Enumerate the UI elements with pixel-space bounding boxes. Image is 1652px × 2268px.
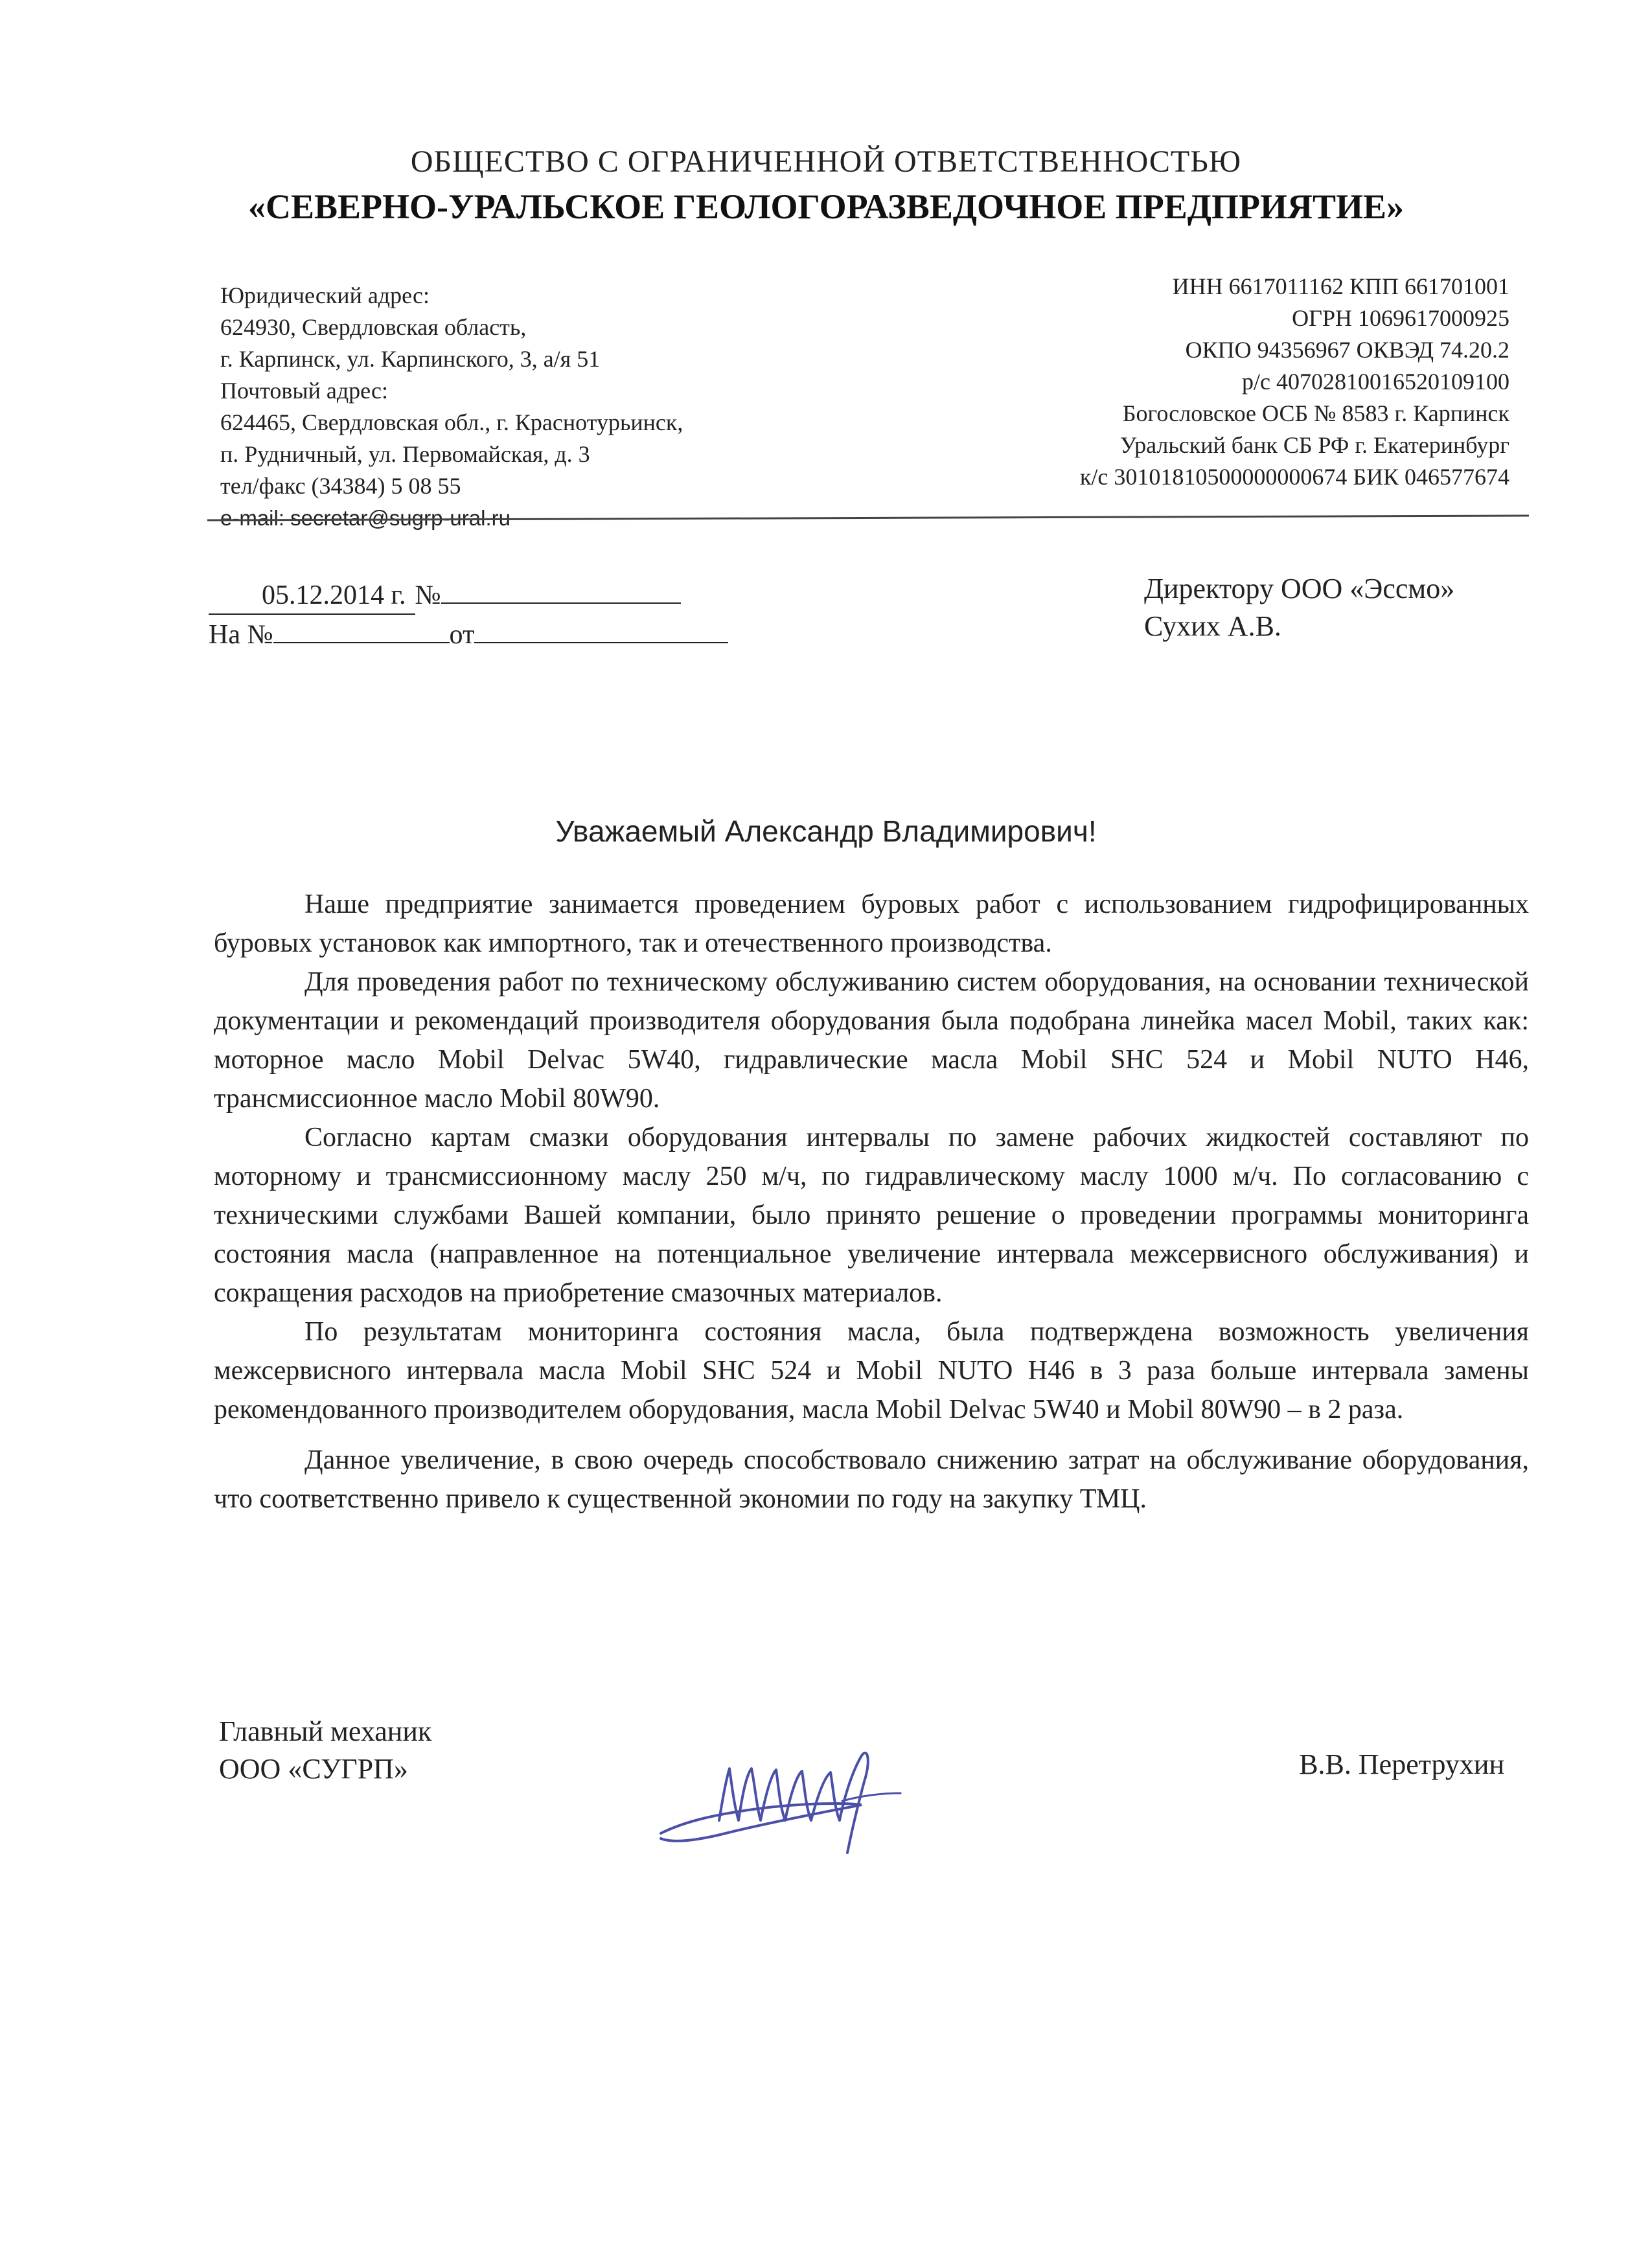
number-label: № [415,580,441,610]
requisite-line: ОКПО 94356967 ОКВЭД 74.20.2 [1185,337,1509,363]
phone-line: тел/факс (34384) 5 08 55 [220,473,461,499]
outgoing-date-row [209,575,728,615]
addressee-position: Директору ООО «Эссмо» [1144,573,1455,604]
signatory-name: В.В. Перетрухин [1299,1748,1504,1780]
requisite-line: Уральский банк СБ РФ г. Екатеринбург [1119,432,1509,458]
paragraph: Для проведения работ по техническому обслуживанию систем оборудования, на основании технической документации и рекомендаций производителя оборудования была подобрана линейка масел Mobil, таких как: моторное масло Mobil Delvac 5W40, гидравлические масла Mobil SHC 524 и Mobil NUTO H46, трансмиссионное масло Mobil 80W90. [214,967,1529,1114]
reply-label: На № [209,620,273,650]
letter-date: 05.12.2014 г. [209,577,415,615]
signatory-position [219,1713,431,1788]
addressee [1144,570,1454,645]
address-line: 624465, Свердловская обл., г. Краснотурьинск, [220,409,683,435]
org-name: «СЕВЕРНО-УРАЛЬСКОЕ ГЕОЛОГОРАЗВЕДОЧНОЕ ПРЕДПРИЯТИЕ» [247,187,1404,226]
paragraph: Согласно картам смазки оборудования интервалы по замене рабочих жидкостей составляют по моторному и трансмиссионному маслу 250 м/ч, по гидравлическому маслу 1000 м/ч. По согласованию с техническими службами Вашей компании, было принято решение о проведении программы мониторинга состояния масла (направленное на потенциальное увеличение интервала межсервисного обслуживания) и сокращения расходов на приобретение смазочных материалов. [214,1123,1529,1308]
requisite-line: к/с 30101810500000000674 БИК 046577674 [1079,464,1509,490]
email-line: e-mail: secretar@sugrp-ural.ru [220,506,511,530]
requisite-line: ИНН 6617011162 КПП 661701001 [1172,273,1509,299]
address-block [220,280,683,534]
requisite-line: ОГРН 1069617000925 [1292,305,1509,331]
letter-body [214,885,1529,1518]
addressee-name: Сухих А.В. [1144,610,1281,642]
from-label: от [449,620,475,650]
bank-requisites-block [1080,271,1509,493]
outgoing-number-block [209,575,728,653]
requisite-line: Богословское ОСБ № 8583 г. Карпинск [1122,400,1509,426]
reply-number-blank [273,615,450,643]
salutation: Уважаемый Александр Владимирович! [555,814,1097,848]
paragraph: Данное увеличение, в свою очередь способствовало снижению затрат на обслуживание оборудования, что соответственно привело к существенной экономии по году на закупку ТМЦ. [214,1445,1529,1514]
handwritten-signature [648,1723,933,1866]
number-blank [441,575,681,604]
address-line: г. Карпинск, ул. Карпинского, 3, а/я 51 [220,346,601,372]
paragraph: По результатам мониторинга состояния масла, была подтверждена возможность увеличения межсервисного интервала масла Mobil SHC 524 и Mobil NUTO H46 в 3 раза больше интервала замены рекомендованного производителем оборудования, масла Mobil Delvac 5W40 и Mobil 80W90 – в 2 раза. [214,1317,1529,1425]
org-form: ОБЩЕСТВО С ОГРАНИЧЕННОЙ ОТВЕТСТВЕННОСТЬЮ [410,144,1242,179]
address-line: 624930, Свердловская область, [220,314,527,340]
signatory-org: ООО «СУГРП» [219,1753,408,1785]
address-line: Юридический адрес: [220,282,430,308]
address-line: Почтовый адрес: [220,378,389,404]
reply-date-blank [474,615,728,643]
requisite-line: р/с 40702810016520109100 [1242,369,1509,395]
paragraph: Наше предприятие занимается проведением буровых работ с использованием гидрофицированных буровых установок как импортного, так и отечественного производства. [214,889,1529,958]
signatory-title: Главный механик [219,1715,432,1747]
address-line: п. Рудничный, ул. Первомайская, д. 3 [220,441,590,467]
reply-row [209,615,728,653]
